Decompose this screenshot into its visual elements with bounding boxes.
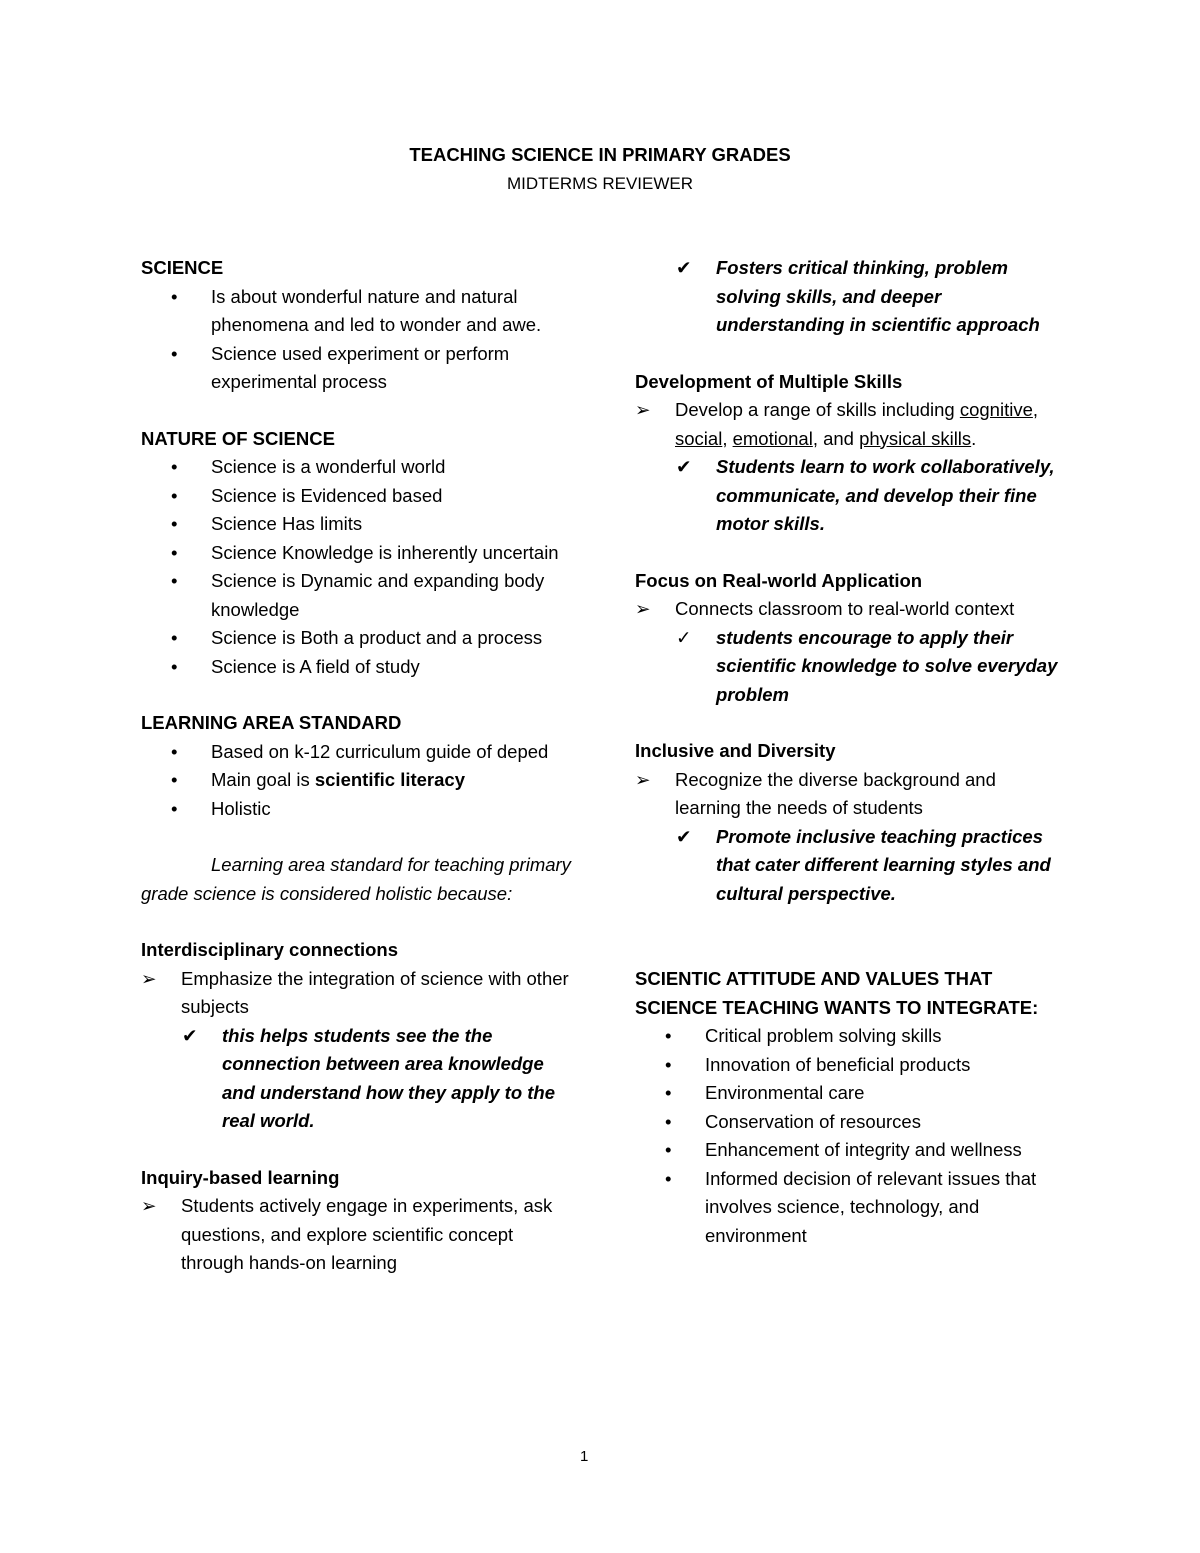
section-heading-real-world: Focus on Real-world Application bbox=[635, 569, 923, 591]
bullet-icon: • bbox=[665, 1110, 672, 1132]
skill-emotional: emotional bbox=[732, 427, 813, 449]
checkmark-icon: ✔ bbox=[676, 825, 692, 847]
list-item: • Science used experiment or perform experimental process bbox=[141, 340, 571, 397]
list-item: • Critical problem solving skills bbox=[635, 1022, 1065, 1051]
arrow-bullet-icon: ➢ bbox=[635, 768, 651, 790]
section-heading-inquiry: Inquiry-based learning bbox=[141, 1166, 340, 1188]
document-title: TEACHING SCIENCE IN PRIMARY GRADES bbox=[409, 144, 791, 165]
list-item: • Conservation of resources bbox=[635, 1108, 1065, 1137]
list-item: • Science is a wonderful world bbox=[141, 453, 571, 482]
holistic-paragraph: Learning area standard for teaching primary grade science is considered holistic because: bbox=[141, 854, 571, 904]
bullet-icon: • bbox=[171, 484, 178, 506]
section-heading-inclusive: Inclusive and Diversity bbox=[635, 740, 836, 761]
bullet-icon: • bbox=[665, 1139, 672, 1160]
section-heading-science: SCIENCE bbox=[141, 257, 224, 278]
list-item: • Environmental care bbox=[635, 1079, 1065, 1108]
checkmark-icon: ✔ bbox=[182, 1024, 198, 1046]
bullet-icon: • bbox=[665, 1167, 672, 1189]
arrow-point: ➢ Connects classroom to real-world context bbox=[635, 595, 1065, 624]
check-point: ✔ Fosters critical thinking, problem solving skills, and deeper understanding in scientific approach bbox=[635, 254, 1065, 340]
section-heading-learning-area: LEARNING AREA STANDARD bbox=[141, 712, 402, 733]
bullet-icon: • bbox=[171, 769, 178, 790]
bullet-icon: • bbox=[171, 627, 178, 648]
bullet-icon: • bbox=[171, 541, 178, 563]
arrow-point: ➢ Students actively engage in experiments, ask questions, and explore scientific concept through hands-on learning bbox=[141, 1192, 571, 1278]
list-item: • Science is Evidenced based bbox=[141, 482, 571, 511]
list-item: • Is about wonderful nature and natural phenomena and led to wonder and awe. bbox=[141, 283, 571, 340]
skill-social: social bbox=[675, 427, 723, 449]
skill-cognitive: cognitive bbox=[959, 399, 1033, 420]
bullet-icon: • bbox=[171, 285, 178, 307]
arrow-point: ➢ Emphasize the integration of science with other subjects bbox=[141, 965, 571, 1022]
bullet-icon: • bbox=[171, 456, 178, 477]
learning-area-list bbox=[141, 738, 571, 824]
arrow-point: ➢ Recognize the diverse background and learning the needs of students bbox=[635, 766, 1065, 823]
nature-list bbox=[141, 453, 571, 681]
bullet-icon: • bbox=[665, 1025, 672, 1046]
check-point: ✔ Promote inclusive teaching practices that cater different learning styles and cultural perspective. bbox=[635, 823, 1065, 909]
list-item: • Science is Dynamic and expanding body knowledge bbox=[141, 567, 571, 624]
bullet-icon: • bbox=[171, 740, 178, 762]
list-item: • Based on k-12 curriculum guide of deped bbox=[141, 738, 571, 767]
list-item: • Science is Both a product and a process bbox=[141, 624, 571, 653]
arrow-bullet-icon: ➢ bbox=[635, 598, 651, 619]
science-list bbox=[141, 283, 571, 397]
bullet-icon: • bbox=[171, 570, 178, 591]
list-item: • Science Knowledge is inherently uncertain bbox=[141, 539, 571, 568]
skill-physical: physical skills bbox=[859, 427, 972, 449]
list-item: • Informed decision of relevant issues that involves science, technology, and environment bbox=[635, 1165, 1065, 1251]
list-item: • Innovation of beneficial products bbox=[635, 1051, 1065, 1080]
bullet-icon: • bbox=[171, 342, 178, 364]
bullet-icon: • bbox=[171, 513, 178, 534]
bullet-icon: • bbox=[171, 655, 178, 677]
check-point: ✔ this helps students see the the connection between area knowledge and understand how they apply to the real world. bbox=[141, 1022, 571, 1136]
list-item: • Enhancement of integrity and wellness bbox=[635, 1136, 1065, 1165]
arrow-bullet-icon: ➢ bbox=[141, 967, 157, 989]
bullet-icon: • bbox=[665, 1053, 672, 1075]
arrow-bullet-icon: ➢ bbox=[141, 1195, 157, 1216]
section-heading-multiple-skills: Development of Multiple Skills bbox=[635, 370, 903, 392]
arrow-bullet-icon: ➢ bbox=[635, 399, 651, 420]
list-item: • Science is A field of study bbox=[141, 653, 571, 682]
check-point: ✓ students encourage to apply their scientific knowledge to solve everyday problem bbox=[635, 624, 1065, 710]
scientific-literacy-term: scientific literacy bbox=[314, 769, 465, 790]
right-column bbox=[635, 254, 1065, 1250]
bullet-icon: • bbox=[171, 797, 178, 819]
list-item: • Holistic bbox=[141, 795, 571, 824]
checkmark-icon: ✓ bbox=[676, 626, 692, 648]
arrow-point: ➢ Develop a range of skills including cognitive, social, emotional, and physical skills. bbox=[635, 396, 1065, 453]
section-heading-nature: NATURE OF SCIENCE bbox=[141, 427, 335, 449]
document-subtitle: MIDTERMS REVIEWER bbox=[506, 174, 694, 193]
checkmark-icon: ✔ bbox=[676, 456, 692, 477]
attitude-list bbox=[635, 1022, 1065, 1250]
list-item: • Main goal is scientific literacy bbox=[141, 766, 571, 795]
checkmark-icon: ✔ bbox=[676, 257, 692, 278]
left-column bbox=[141, 254, 571, 1278]
section-heading-interdisciplinary: Interdisciplinary connections bbox=[141, 939, 399, 960]
check-point: ✔ Students learn to work collaboratively, communicate, and develop their fine motor skills. bbox=[635, 453, 1065, 539]
page-number: 1 bbox=[580, 1448, 589, 1465]
list-item: • Science Has limits bbox=[141, 510, 571, 539]
section-heading-attitude: SCIENTIC ATTITUDE AND VALUES THAT SCIENCE TEACHING WANTS TO INTEGRATE: bbox=[635, 968, 1039, 1018]
bullet-icon: • bbox=[665, 1082, 672, 1103]
